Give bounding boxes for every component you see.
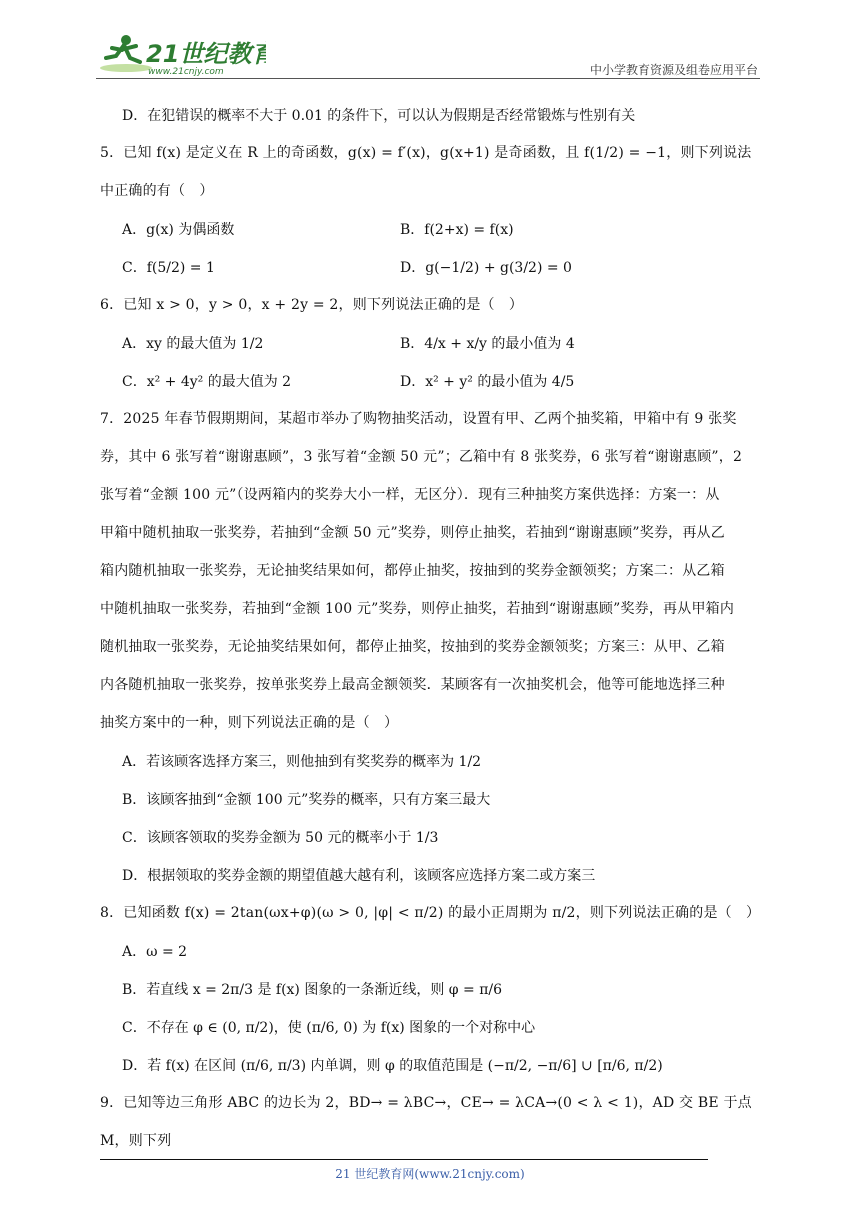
- q6-option-c: C．x² + 4y² 的最大值为 2: [122, 374, 292, 390]
- header-divider: [96, 78, 760, 79]
- question-7: [100, 400, 768, 894]
- q7-option-a: A．若该顾客选择方案三，则他抽到有奖奖券的概率为 1/2: [122, 754, 482, 770]
- q7-option-d: D．根据领取的奖券金额的期望值越大越有利，该顾客应选择方案二或方案三: [122, 868, 596, 884]
- q6-option-d: D．x² + y² 的最小值为 4/5: [400, 374, 575, 390]
- footer-link[interactable]: 21 世纪教育网(www.21cnjy.com): [335, 1167, 525, 1181]
- question-5: [100, 134, 768, 286]
- q5-option-d: D．g(−1/2) + g(3/2) = 0: [400, 260, 572, 276]
- q9-stem: 9．已知等边三角形 ABC 的边长为 2，BD→ = λBC→，CE→ = λCA→(0 < λ < 1)，AD 交 BE 于点 M，则下列: [100, 1095, 752, 1149]
- question-content: [100, 96, 768, 1160]
- q7-stem-line: 随机抽取一张奖券，无论抽奖结果如何，都停止抽奖，按抽到的奖券金额领奖；方案三：从甲、乙箱: [100, 639, 725, 655]
- svg-text:www.21cnjy.com: www.21cnjy.com: [148, 67, 224, 76]
- q8-option-c: C．不存在 φ ∈ (0, π/2)，使 (π/6, 0) 为 f(x) 图象的一个对称中心: [122, 1020, 536, 1036]
- q7-stem-line: 券，其中 6 张写着“谢谢惠顾”，3 张写着“金额 50 元”；乙箱中有 8 张奖券，6 张写着“谢谢惠顾”，2: [100, 449, 743, 465]
- q7-stem-line: 抽奖方案中的一种，则下列说法正确的是（ ）: [100, 715, 399, 731]
- q5-option-c: C．f(5/2) = 1: [122, 260, 215, 276]
- page-header: [96, 28, 760, 80]
- question-6: [100, 286, 768, 400]
- footer-divider: [100, 1159, 708, 1160]
- q5-option-a: A．g(x) 为偶函数: [122, 222, 235, 238]
- svg-text:21世纪教育: 21世纪教育: [146, 40, 266, 68]
- q6-stem: 6．已知 x > 0，y > 0，x + 2y = 2，则下列说法正确的是（ ）: [100, 297, 524, 313]
- q7-stem-line: 甲箱中随机抽取一张奖券，若抽到“金额 50 元”奖券，则停止抽奖，若抽到“谢谢惠顾”奖券，再从乙: [100, 525, 725, 541]
- q7-stem-line: 中随机抽取一张奖券，若抽到“金额 100 元”奖券，则停止抽奖，若抽到“谢谢惠顾”奖券，再从甲箱内: [100, 601, 735, 617]
- question-9: [100, 1084, 768, 1160]
- q5-stem-line-2: 中正确的有（ ）: [100, 183, 214, 199]
- platform-name: 中小学教育资源及组卷应用平台: [589, 63, 758, 77]
- q5-option-b: B．f(2+x) = f(x): [400, 222, 514, 238]
- q7-stem-line: 张写着“金额 100 元”（设两箱内的奖券大小一样，无区分）．现有三种抽奖方案供选择：方案一：从: [100, 487, 720, 503]
- q7-stem-line: 箱内随机抽取一张奖券，无论抽奖结果如何，都停止抽奖，按抽到的奖券金额领奖；方案二：从乙箱: [100, 563, 725, 579]
- q8-option-b: B．若直线 x = 2π/3 是 f(x) 图象的一条渐近线，则 φ = π/6: [122, 982, 503, 998]
- q4-option-d: D．在犯错误的概率不大于 0.01 的条件下，可以认为假期是否经常锻炼与性别有关: [122, 108, 636, 124]
- q7-option-c: C．该顾客领取的奖券金额为 50 元的概率小于 1/3: [122, 830, 439, 846]
- question-8: [100, 894, 768, 1084]
- q8-option-a: A．ω = 2: [122, 944, 188, 960]
- q5-stem-line-1: 5．已知 f(x) 是定义在 R 上的奇函数，g(x) = f′(x)，g(x+1) 是奇函数，且 f(1/2) = −1，则下列说法: [100, 145, 752, 161]
- q7-stem-line: 7．2025 年春节假期期间，某超市举办了购物抽奖活动，设置有甲、乙两个抽奖箱，甲箱中有 9 张奖: [100, 411, 737, 427]
- q7-option-b: B．该顾客抽到“金额 100 元”奖券的概率，只有方案三最大: [122, 792, 491, 808]
- q8-option-d: D．若 f(x) 在区间 (π/6, π/3) 内单调，则 φ 的取值范围是 (−π/2, −π/6] ∪ [π/6, π/2): [122, 1058, 663, 1074]
- q8-stem: 8．已知函数 f(x) = 2tan(ωx+φ)(ω > 0, |φ| < π/2) 的最小正周期为 π/2，则下列说法正确的是（ ）: [100, 905, 761, 921]
- q6-option-a: A．xy 的最大值为 1/2: [122, 336, 264, 352]
- site-logo[interactable]: [96, 32, 266, 76]
- q6-option-b: B．4/x + x/y 的最小值为 4: [400, 336, 575, 352]
- q7-stem-line: 内各随机抽取一张奖券，按单张奖券上最高金额领奖．某顾客有一次抽奖机会，他等可能地选择三种: [100, 677, 725, 693]
- runner-logo-icon: [96, 32, 266, 76]
